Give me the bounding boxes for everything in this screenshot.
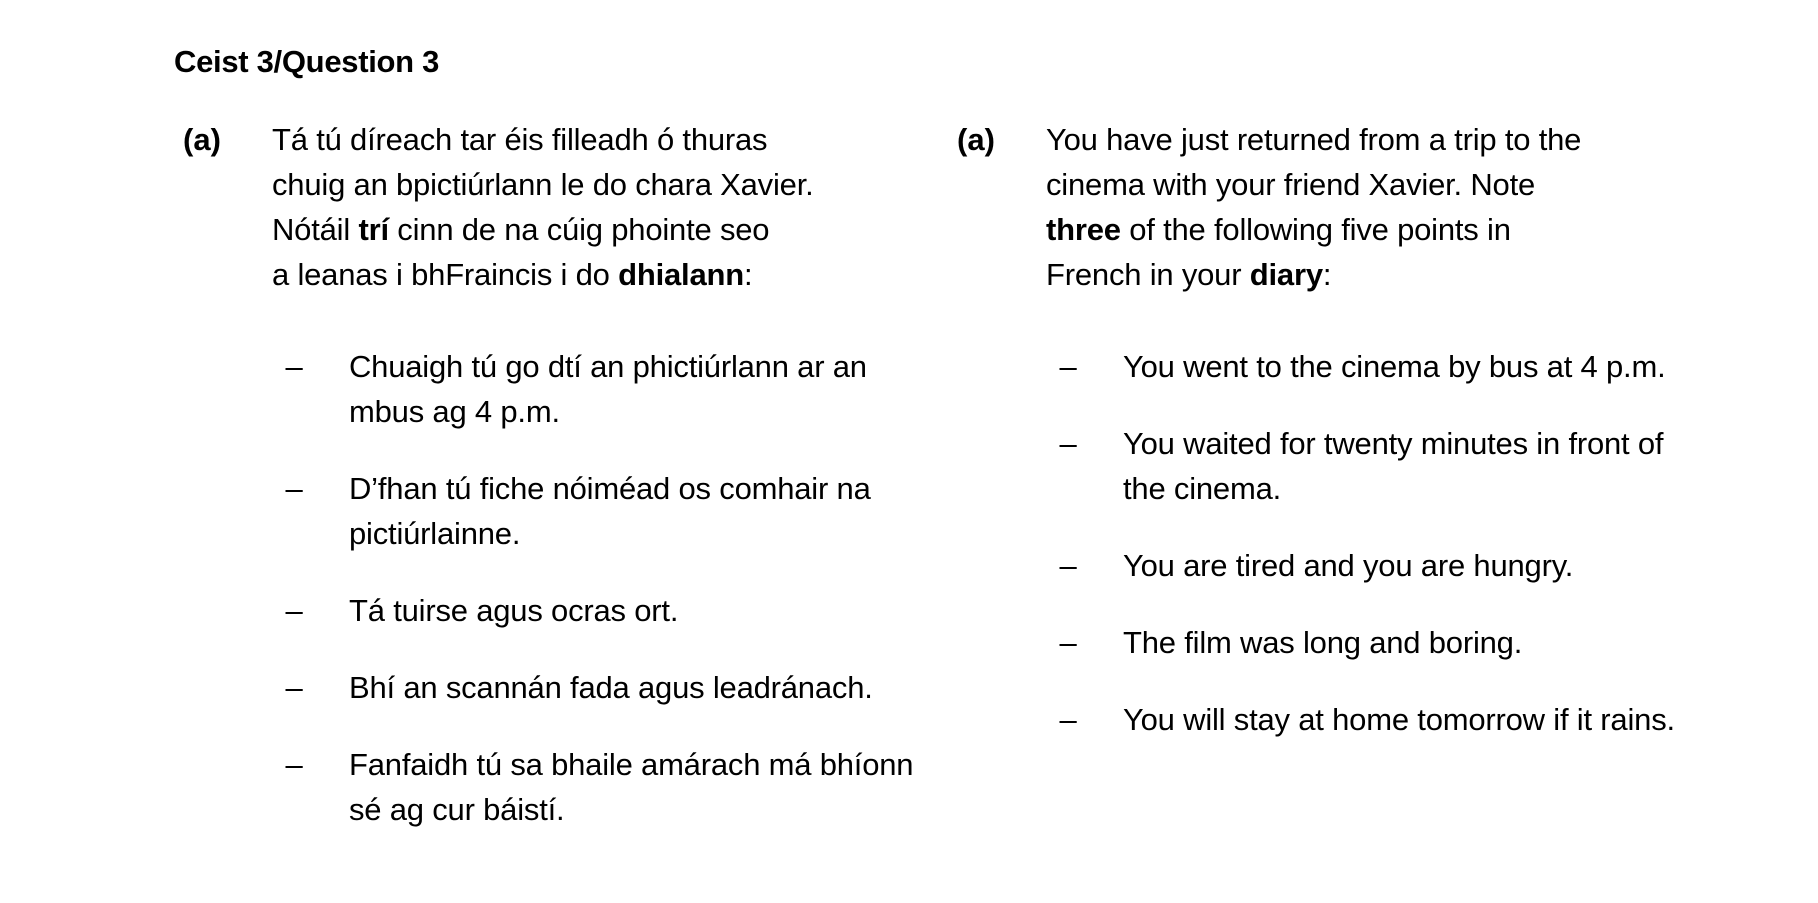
points-list-irish [183,344,923,864]
dash-bullet: – [285,670,303,705]
dash-bullet: – [1059,426,1077,461]
list-item [957,421,1717,511]
list-item [957,543,1717,588]
instruction-line [1046,207,1686,252]
point-text: Fanfaidh tú sa bhaile amárach má bhíonn sé ag cur báistí. [349,747,914,827]
list-item [183,344,923,434]
list-item [183,466,923,556]
instruction-text: : [743,257,753,292]
part-label-english: (a) [957,122,995,157]
instruction-emphasis: trí [358,212,389,247]
points-list-english [957,344,1717,774]
point-text: You will stay at home tomorrow if it rains. [1123,702,1675,737]
dash-bullet: – [1059,548,1077,583]
instruction-english [1046,117,1686,297]
instruction-line: chuig an bpictiúrlann le do chara Xavier. [272,167,814,202]
instruction-line: Tá tú díreach tar éis filleadh ó thuras [272,122,768,157]
dash-bullet: – [1059,625,1077,660]
dash-bullet: – [1059,702,1077,737]
dash-bullet: – [285,349,303,384]
instruction-text: a leanas i bhFraincis i do [272,257,619,292]
instruction-line [272,207,912,252]
point-text: D’fhan tú fiche nóiméad os comhair na pictiúrlainne. [349,471,871,551]
dash-bullet: – [285,471,303,506]
instruction-text: French in your [1046,257,1250,292]
question-title: Ceist 3/Question 3 [174,44,440,79]
dash-bullet: – [1059,349,1077,384]
list-item [957,344,1717,389]
instruction-emphasis: three [1046,212,1121,247]
instruction-line [272,252,912,297]
instruction-line: You have just returned from a trip to the [1046,122,1582,157]
point-text: You are tired and you are hungry. [1123,548,1574,583]
point-text: The film was long and boring. [1123,625,1523,660]
instruction-emphasis: diary [1249,257,1323,292]
instruction-line: cinema with your friend Xavier. Note [1046,167,1536,202]
instruction-text: : [1322,257,1332,292]
part-label-irish: (a) [183,122,221,157]
instruction-text: cinn de na cúig phointe seo [388,212,770,247]
point-text: You waited for twenty minutes in front of the cinema. [1123,426,1664,506]
dash-bullet: – [285,747,303,782]
instruction-emphasis: dhialann [618,257,744,292]
list-item [183,588,923,633]
point-text: Chuaigh tú go dtí an phictiúrlann ar an mbus ag 4 p.m. [349,349,867,429]
instruction-line [1046,252,1686,297]
list-item [183,665,923,710]
dash-bullet: – [285,593,303,628]
point-text: Tá tuirse agus ocras ort. [349,593,679,628]
point-text: You went to the cinema by bus at 4 p.m. [1123,349,1666,384]
list-item [957,697,1717,742]
instruction-text: Nótáil [272,212,359,247]
point-text: Bhí an scannán fada agus leadránach. [349,670,873,705]
list-item [183,742,923,832]
list-item [957,620,1717,665]
instruction-irish [272,117,912,297]
instruction-text: of the following five points in [1120,212,1511,247]
